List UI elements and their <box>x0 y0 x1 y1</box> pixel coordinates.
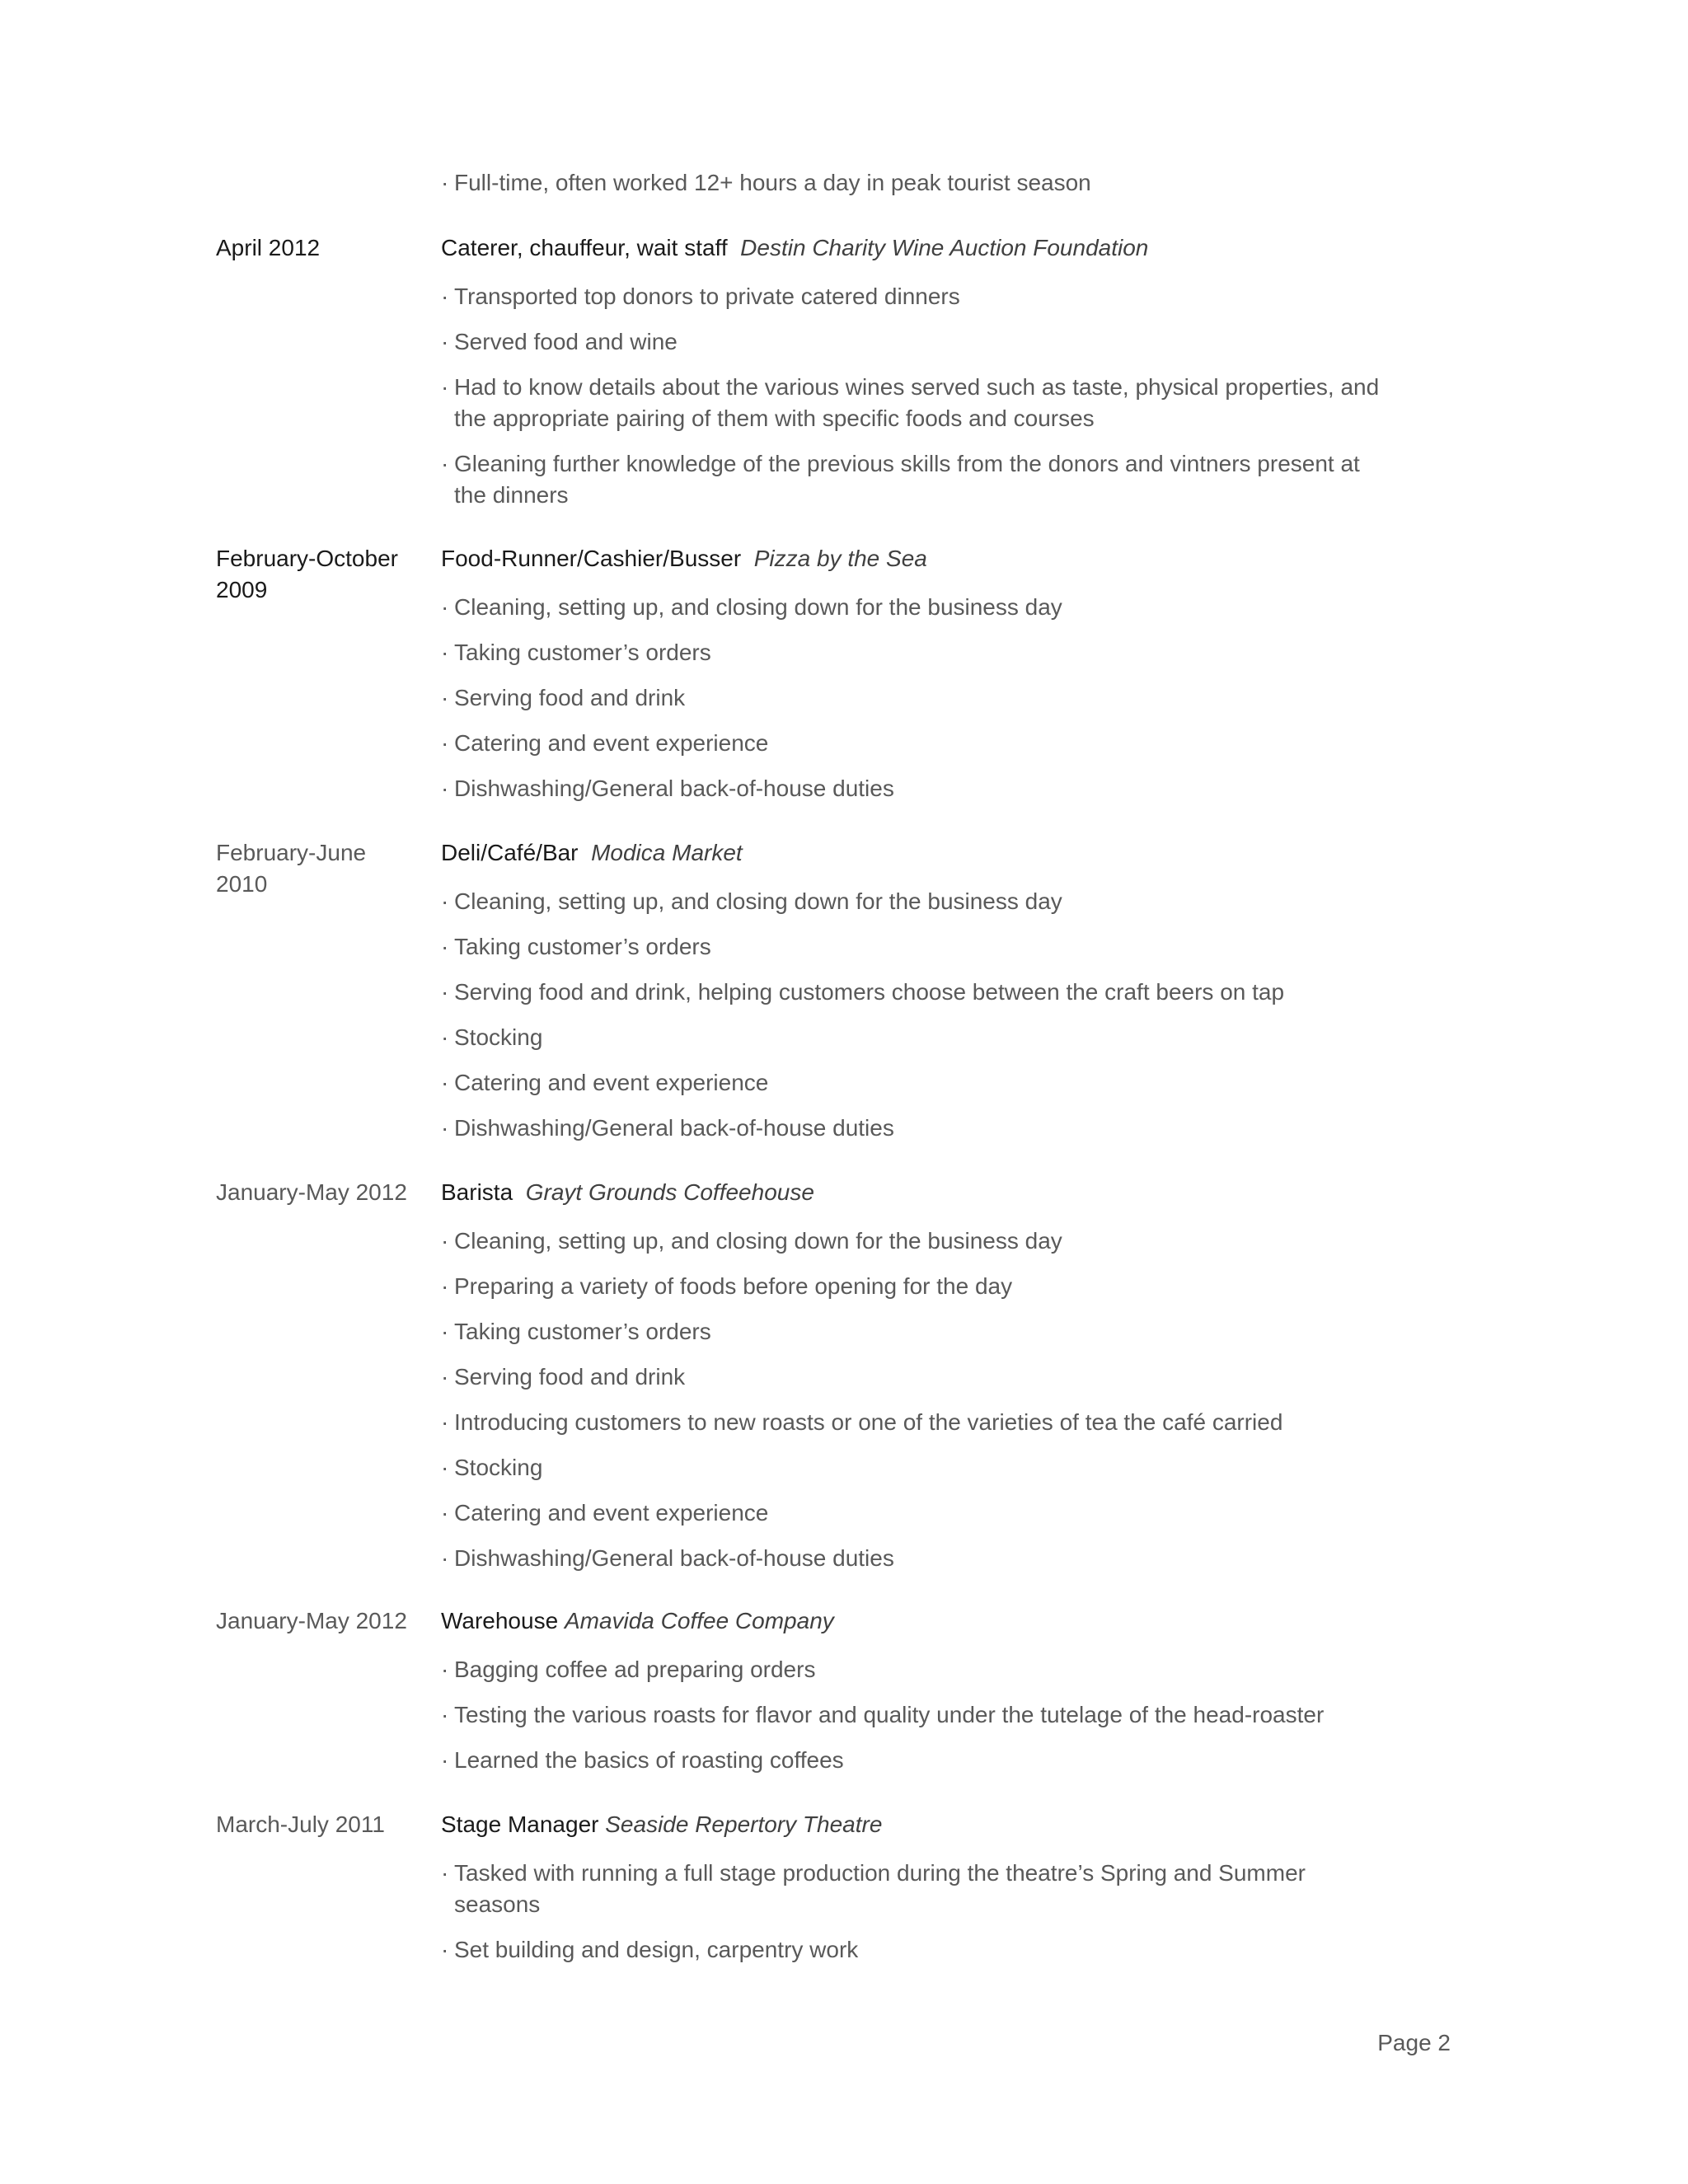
entry-bullet: · Dishwashing/General back-of-house duties <box>441 776 894 801</box>
entry-title <box>441 232 1414 264</box>
entry-bullet: · Testing the various roasts for flavor and quality under the tutelage of the head-roaster <box>441 1702 1325 1727</box>
entry-bullet: · Stocking <box>441 1024 543 1050</box>
entry-date: April 2012 <box>216 235 321 260</box>
entry-org: Destin Charity Wine Auction Foundation <box>740 235 1149 260</box>
entry-bullet: · Tasked with running a full stage production during the theatre’s Spring and Summer seasons <box>441 1860 1306 1917</box>
entry-bullet: · Serving food and drink <box>441 1364 686 1390</box>
entry-date: January-May 2012 <box>216 1608 407 1633</box>
entry-bullet: · Preparing a variety of foods before opening for the day <box>441 1273 1013 1299</box>
lead-bullet: · Full-time, often worked 12+ hours a day in peak tourist season <box>441 170 1091 195</box>
entry-bullet: · Transported top donors to private catered dinners <box>441 284 960 309</box>
entry-role: Food-Runner/Cashier/Busser <box>441 546 742 571</box>
entry-bullet: · Serving food and drink <box>441 685 686 710</box>
entry-role: Warehouse <box>441 1608 559 1633</box>
entry-bullet: · Had to know details about the various wines served such as taste, physical properties, and the appropriate pairing of them with specific foods and courses <box>441 374 1380 431</box>
entry-bullet: · Dishwashing/General back-of-house duties <box>441 1115 894 1141</box>
entry-bullet: · Gleaning further knowledge of the previous skills from the donors and vintners present at the dinners <box>441 451 1360 508</box>
entry-bullet: · Learned the basics of roasting coffees <box>441 1747 844 1773</box>
entry-date: January-May 2012 <box>216 1179 407 1205</box>
entry-title <box>441 1177 1414 1208</box>
entry-bullet: · Cleaning, setting up, and closing down for the business day <box>441 594 1062 620</box>
entry-title <box>441 837 1414 869</box>
entry-org: Pizza by the Sea <box>753 546 927 571</box>
entry-bullet: · Stocking <box>441 1455 543 1480</box>
entry-bullet: · Cleaning, setting up, and closing down for the business day <box>441 1228 1062 1254</box>
entry-bullet: · Taking customer’s orders <box>441 1319 711 1344</box>
entry-date: February-October 2009 <box>216 546 398 602</box>
entry-bullet: · Catering and event experience <box>441 1070 769 1095</box>
entry-bullet: · Dishwashing/General back-of-house duties <box>441 1545 894 1571</box>
entry-role: Caterer, chauffeur, wait staff <box>441 235 728 260</box>
entry-bullet: · Cleaning, setting up, and closing down for the business day <box>441 888 1062 914</box>
entry-bullet: · Serving food and drink, helping customers choose between the craft beers on tap <box>441 979 1285 1005</box>
entry-org: Seaside Repertory Theatre <box>605 1811 883 1837</box>
page-number: Page 2 <box>1377 2030 1451 2055</box>
entry-bullet: · Catering and event experience <box>441 730 769 756</box>
entry-bullet: · Catering and event experience <box>441 1500 769 1526</box>
entry-title <box>441 543 1414 574</box>
entry-bullet: · Set building and design, carpentry work <box>441 1937 859 1962</box>
entry-bullet: · Taking customer’s orders <box>441 934 711 959</box>
entry-bullet: · Introducing customers to new roasts or one of the varieties of tea the café carried <box>441 1409 1283 1435</box>
entry-org: Grayt Grounds Coffeehouse <box>525 1179 814 1205</box>
entry-bullet: · Bagging coffee ad preparing orders <box>441 1657 816 1682</box>
entry-role: Barista <box>441 1179 513 1205</box>
entry-role: Stage Manager <box>441 1811 599 1837</box>
entry-title <box>441 1605 1414 1637</box>
entry-bullet: · Served food and wine <box>441 329 678 354</box>
entry-date: February-June 2010 <box>216 840 367 897</box>
entry-role: Deli/Café/Bar <box>441 840 579 865</box>
entry-bullet: · Taking customer’s orders <box>441 640 711 665</box>
entry-date: March-July 2011 <box>216 1811 385 1837</box>
entry-title <box>441 1809 1414 1840</box>
entry-org: Modica Market <box>591 840 743 865</box>
entry-org: Amavida Coffee Company <box>564 1608 834 1633</box>
